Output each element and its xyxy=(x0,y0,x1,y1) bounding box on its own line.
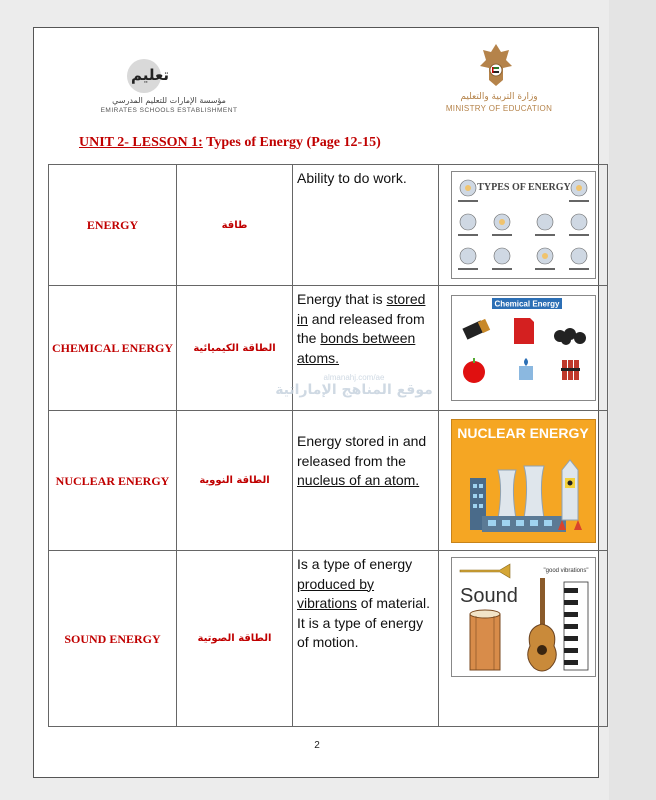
term-cell: CHEMICAL ENERGY xyxy=(49,286,177,411)
left-logo-mark-text: تعليم xyxy=(130,66,170,84)
unit-label: UNIT 2- LESSON 1: xyxy=(79,135,203,150)
term-cell: SOUND ENERGY xyxy=(49,551,177,727)
viewer-background-strip xyxy=(609,0,656,800)
emirates-schools-logo xyxy=(84,50,254,120)
chemical-energy-image xyxy=(451,295,596,401)
vocabulary-table xyxy=(48,164,608,727)
site-watermark xyxy=(274,373,434,398)
ministry-arabic: وزارة التربية والتعليم xyxy=(460,92,538,102)
term-cell: ENERGY xyxy=(49,165,177,286)
image-cell xyxy=(439,411,608,551)
left-logo-english: EMIRATES SCHOOLS ESTABLISHMENT xyxy=(100,107,238,114)
sound-label: Sound xyxy=(459,585,518,607)
ministry-english: MINISTRY OF EDUCATION xyxy=(445,104,553,113)
types-of-energy-title: TYPES OF ENERGY xyxy=(476,182,571,193)
arabic-term-cell: طاقة xyxy=(177,165,293,286)
page-number: 2 xyxy=(314,740,320,751)
definition-text: of material. It is a type of energy of motion. xyxy=(297,595,431,650)
definition-text: Energy that is xyxy=(297,291,387,307)
lesson-heading xyxy=(79,135,381,151)
definition-key-phrase: bonds between atoms. xyxy=(297,330,416,366)
table-row xyxy=(49,551,608,727)
arabic-term-cell: الطاقة الصوتية xyxy=(177,551,293,727)
definition-cell xyxy=(293,411,439,551)
term-cell: NUCLEAR ENERGY xyxy=(49,411,177,551)
types-of-energy-image xyxy=(451,171,596,279)
lesson-title: Types of Energy (Page 12-15) xyxy=(202,135,381,150)
nuclear-energy-banner: NUCLEAR ENERGY xyxy=(456,424,589,441)
ministry-logo xyxy=(434,42,564,122)
watermark-text: موقع المناهج الإماراتية xyxy=(275,382,433,398)
arabic-term-cell: الطاقة الكيميائية xyxy=(177,286,293,411)
sound-energy-illustration xyxy=(452,558,595,676)
definition-text: Ability to do work. xyxy=(297,170,407,186)
sound-caption: "good vibrations" xyxy=(543,568,588,574)
image-cell xyxy=(439,551,608,727)
table-row xyxy=(49,411,608,551)
taaleem-logo-icon xyxy=(124,50,172,98)
chemical-energy-banner: Chemical Energy xyxy=(494,299,559,309)
definition-cell xyxy=(293,165,439,286)
image-cell xyxy=(439,165,608,286)
chemical-energy-illustration xyxy=(452,296,595,400)
watermark-url: almanahj.com/ae xyxy=(323,373,385,382)
uae-emblem-icon xyxy=(479,42,513,88)
definition-key-phrase: nucleus of an atom. xyxy=(297,472,420,488)
types-of-energy-illustration xyxy=(452,172,595,278)
sound-energy-image xyxy=(451,557,596,677)
definition-text: Energy stored in and released from the xyxy=(297,433,427,469)
definition-key-phrase: stored in xyxy=(297,291,426,327)
definition-text: and released from the xyxy=(297,310,425,346)
arabic-term-cell: الطاقة النووية xyxy=(177,411,293,551)
document-page xyxy=(33,27,599,778)
image-cell xyxy=(439,286,608,411)
definition-cell xyxy=(293,551,439,727)
table-row xyxy=(49,165,608,286)
nuclear-energy-image xyxy=(451,419,596,543)
definition-key-phrase: produced by vibrations xyxy=(297,575,375,611)
left-logo-arabic: مؤسسة الإمارات للتعليم المدرسي xyxy=(112,96,226,105)
definition-text: Is a type of energy xyxy=(297,556,413,572)
nuclear-energy-illustration xyxy=(452,420,595,542)
